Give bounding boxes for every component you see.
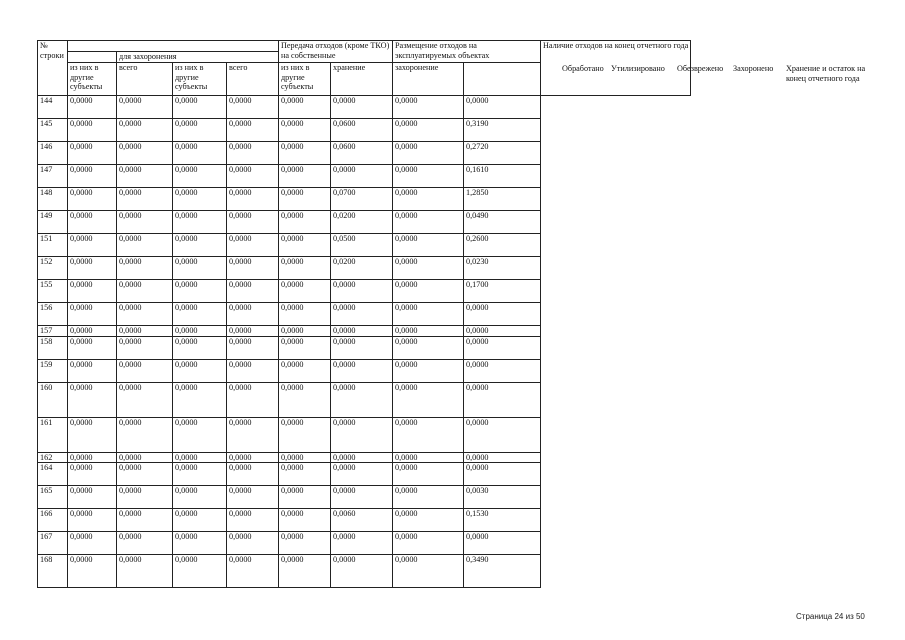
value-cell: 0,0000 (464, 326, 541, 337)
table-row (38, 452, 691, 463)
value-cell: 0,0000 (227, 234, 279, 257)
value-cell: 0,0000 (393, 96, 464, 119)
value-cell: 0,0000 (117, 211, 173, 234)
value-cell: 0,0000 (227, 142, 279, 165)
value-cell: 0,0000 (227, 555, 279, 588)
row-number-cell: 158 (38, 336, 68, 359)
row-number-cell: 164 (38, 463, 68, 486)
value-cell: 0,0000 (68, 257, 117, 280)
value-cell: 0,0000 (227, 463, 279, 486)
value-cell: 0,0000 (68, 326, 117, 337)
value-cell: 0,0000 (68, 142, 117, 165)
value-cell: 0,0000 (227, 326, 279, 337)
value-cell: 0,0000 (173, 509, 227, 532)
value-cell: 0,0000 (393, 142, 464, 165)
value-cell: 0,0000 (331, 417, 393, 452)
neutralized-header: Обезврежено (677, 64, 724, 73)
value-cell: 1,2850 (464, 188, 541, 211)
row-number-cell: 152 (38, 257, 68, 280)
value-cell: 0,0000 (68, 555, 117, 588)
table-row (38, 417, 691, 452)
value-cell: 0,0000 (279, 142, 331, 165)
page-number: Страница 24 из 50 (796, 612, 865, 621)
waste-table (37, 40, 691, 588)
value-cell: 0,0000 (117, 280, 173, 303)
value-cell: 0,0000 (331, 359, 393, 382)
row-number-cell: 168 (38, 555, 68, 588)
value-cell: 0,0000 (279, 382, 331, 417)
for-burial-header: для захоронения (117, 52, 279, 63)
value-cell: 0,0000 (331, 486, 393, 509)
value-cell: 0,0700 (331, 188, 393, 211)
value-cell: 0,0000 (173, 486, 227, 509)
value-cell: 0,0000 (331, 303, 393, 326)
value-cell: 0,1530 (464, 509, 541, 532)
value-cell: 0,0000 (393, 532, 464, 555)
row-number-cell: 161 (38, 417, 68, 452)
value-cell: 0,0000 (68, 382, 117, 417)
row-number-cell: 151 (38, 234, 68, 257)
value-cell: 0,0000 (464, 463, 541, 486)
table-row (38, 326, 691, 337)
row-number-cell: 159 (38, 359, 68, 382)
row-number-cell: 156 (38, 303, 68, 326)
value-cell: 0,0000 (117, 359, 173, 382)
sub-header-of-them-1: из них в другие субъекты (68, 63, 117, 96)
table-row (38, 142, 691, 165)
value-cell: 0,0000 (68, 417, 117, 452)
value-cell: 0,0000 (173, 417, 227, 452)
value-cell: 0,0200 (331, 257, 393, 280)
value-cell: 0,0000 (279, 555, 331, 588)
buried-header: Захоронено (733, 64, 774, 73)
table-row (38, 188, 691, 211)
value-cell: 0,0000 (117, 326, 173, 337)
value-cell: 0,0030 (464, 486, 541, 509)
table-row (38, 509, 691, 532)
value-cell: 0,0000 (393, 509, 464, 532)
value-cell: 0,0000 (393, 119, 464, 142)
value-cell: 0,0000 (279, 486, 331, 509)
value-cell: 0,0000 (393, 382, 464, 417)
value-cell: 0,0000 (117, 555, 173, 588)
row-number-cell: 149 (38, 211, 68, 234)
value-cell: 0,0000 (117, 119, 173, 142)
value-cell: 0,0000 (68, 463, 117, 486)
value-cell: 0,0000 (393, 486, 464, 509)
value-cell: 0,0000 (227, 336, 279, 359)
row-number-cell: 160 (38, 382, 68, 417)
value-cell: 0,1700 (464, 280, 541, 303)
value-cell: 0,0000 (331, 96, 393, 119)
value-cell: 0,0000 (68, 119, 117, 142)
value-cell: 0,0000 (279, 96, 331, 119)
header-blank (68, 41, 279, 52)
value-cell: 0,0000 (279, 359, 331, 382)
value-cell: 0,0230 (464, 257, 541, 280)
value-cell: 0,0000 (464, 303, 541, 326)
value-cell: 0,0000 (331, 326, 393, 337)
value-cell: 0,0000 (173, 211, 227, 234)
value-cell: 0,0000 (464, 96, 541, 119)
value-cell: 0,0000 (117, 463, 173, 486)
value-cell: 0,0000 (393, 359, 464, 382)
value-cell: 0,0000 (117, 165, 173, 188)
value-cell: 0,0000 (173, 188, 227, 211)
value-cell: 0,0000 (227, 96, 279, 119)
value-cell: 0,0000 (117, 532, 173, 555)
row-number-cell: 145 (38, 119, 68, 142)
value-cell: 0,0000 (227, 452, 279, 463)
value-cell: 0,2600 (464, 234, 541, 257)
storage-remainder-header: Хранение и остаток на конец отчетного года (786, 64, 866, 83)
table-row (38, 555, 691, 588)
value-cell: 0,0000 (279, 234, 331, 257)
availability-header: Наличие отходов на конец отчетного года (541, 41, 691, 96)
placement-header: Размещение отходов на эксплуатируемых объектах (393, 41, 541, 63)
value-cell: 0,0000 (173, 165, 227, 188)
table-row (38, 532, 691, 555)
table-row (38, 211, 691, 234)
table-row (38, 119, 691, 142)
value-cell: 0,0000 (117, 303, 173, 326)
row-number-cell: 165 (38, 486, 68, 509)
table-row (38, 463, 691, 486)
row-number-cell: 162 (38, 452, 68, 463)
value-cell: 0,0000 (227, 257, 279, 280)
value-cell: 0,0000 (117, 382, 173, 417)
value-cell: 0,0000 (227, 509, 279, 532)
table-row (38, 234, 691, 257)
value-cell: 0,0000 (279, 257, 331, 280)
transfer-header: Передача отходов (кроме ТКО) на собственные (279, 41, 393, 63)
value-cell: 0,0000 (279, 119, 331, 142)
value-cell: 0,0000 (331, 382, 393, 417)
value-cell: 0,0000 (279, 463, 331, 486)
value-cell: 0,0000 (227, 382, 279, 417)
value-cell: 0,0600 (331, 119, 393, 142)
value-cell: 0,0000 (279, 280, 331, 303)
value-cell: 0,0000 (464, 532, 541, 555)
value-cell: 0,0000 (393, 211, 464, 234)
value-cell: 0,0200 (331, 211, 393, 234)
value-cell: 0,0000 (117, 486, 173, 509)
value-cell: 0,0000 (117, 234, 173, 257)
value-cell: 0,0000 (117, 188, 173, 211)
value-cell: 0,0000 (331, 555, 393, 588)
value-cell: 0,0000 (331, 280, 393, 303)
value-cell: 0,0000 (331, 452, 393, 463)
sub-header-storage: хранение (331, 63, 393, 96)
value-cell: 0,0000 (173, 382, 227, 417)
value-cell: 0,0000 (117, 257, 173, 280)
value-cell: 0,0000 (393, 165, 464, 188)
value-cell: 0,0000 (68, 359, 117, 382)
value-cell: 0,0000 (279, 303, 331, 326)
utilized-header: Утилизировано (611, 64, 665, 73)
value-cell: 0,0000 (68, 532, 117, 555)
value-cell: 0,3190 (464, 119, 541, 142)
table-row (38, 280, 691, 303)
value-cell: 0,0000 (173, 452, 227, 463)
table-row (38, 336, 691, 359)
row-number-cell: 157 (38, 326, 68, 337)
value-cell: 0,0000 (393, 303, 464, 326)
value-cell: 0,0000 (173, 96, 227, 119)
value-cell: 0,0000 (393, 417, 464, 452)
value-cell: 0,0000 (68, 509, 117, 532)
table-row (38, 382, 691, 417)
row-number-cell: 146 (38, 142, 68, 165)
value-cell: 0,0000 (227, 486, 279, 509)
value-cell: 0,0000 (279, 452, 331, 463)
value-cell: 0,0000 (279, 211, 331, 234)
value-cell: 0,0000 (68, 303, 117, 326)
table-row (38, 486, 691, 509)
value-cell: 0,0000 (227, 303, 279, 326)
value-cell: 0,0000 (117, 509, 173, 532)
row-number-cell: 147 (38, 165, 68, 188)
row-number-cell: 155 (38, 280, 68, 303)
value-cell: 0,0000 (279, 188, 331, 211)
value-cell: 0,0000 (227, 532, 279, 555)
value-cell: 0,0000 (173, 326, 227, 337)
row-number-cell: 148 (38, 188, 68, 211)
sub-header-of-them-3: из них в другие субъекты (279, 63, 331, 96)
value-cell: 0,0000 (173, 303, 227, 326)
value-cell: 0,0000 (117, 96, 173, 119)
value-cell: 0,0000 (68, 280, 117, 303)
value-cell: 0,0000 (227, 280, 279, 303)
value-cell: 0,0000 (393, 326, 464, 337)
value-cell: 0,0000 (464, 417, 541, 452)
value-cell: 0,0000 (227, 359, 279, 382)
row-number-cell: 167 (38, 532, 68, 555)
value-cell: 0,3490 (464, 555, 541, 588)
value-cell: 0,0000 (173, 463, 227, 486)
value-cell: 0,0000 (279, 326, 331, 337)
table-row (38, 165, 691, 188)
value-cell: 0,0000 (68, 486, 117, 509)
value-cell: 0,0000 (68, 96, 117, 119)
value-cell: 0,0000 (464, 382, 541, 417)
value-cell: 0,0000 (464, 359, 541, 382)
value-cell: 0,0490 (464, 211, 541, 234)
value-cell: 0,0000 (279, 165, 331, 188)
value-cell: 0,0000 (393, 463, 464, 486)
value-cell: 0,0000 (227, 211, 279, 234)
value-cell: 0,0600 (331, 142, 393, 165)
value-cell: 0,0000 (173, 532, 227, 555)
value-cell: 0,0000 (464, 336, 541, 359)
value-cell: 0,0000 (393, 452, 464, 463)
value-cell: 0,0000 (331, 532, 393, 555)
value-cell: 0,0000 (68, 336, 117, 359)
value-cell: 0,1610 (464, 165, 541, 188)
value-cell: 0,0000 (393, 188, 464, 211)
value-cell: 0,0000 (173, 336, 227, 359)
row-number-cell: 166 (38, 509, 68, 532)
value-cell: 0,0000 (117, 142, 173, 165)
value-cell: 0,0000 (393, 336, 464, 359)
value-cell: 0,0000 (68, 234, 117, 257)
value-cell: 0,0000 (117, 417, 173, 452)
value-cell: 0,0000 (68, 188, 117, 211)
value-cell: 0,0000 (279, 509, 331, 532)
value-cell: 0,0000 (173, 234, 227, 257)
value-cell: 0,0000 (279, 336, 331, 359)
sub-header-total-1: всего (117, 63, 173, 96)
row-number-cell: 144 (38, 96, 68, 119)
table-row (38, 303, 691, 326)
value-cell: 0,0000 (227, 417, 279, 452)
value-cell: 0,0060 (331, 509, 393, 532)
value-cell: 0,0000 (68, 452, 117, 463)
value-cell: 0,0000 (173, 280, 227, 303)
value-cell: 0,0000 (68, 211, 117, 234)
value-cell: 0,0500 (331, 234, 393, 257)
value-cell: 0,0000 (227, 119, 279, 142)
value-cell: 0,0000 (331, 336, 393, 359)
value-cell: 0,0000 (173, 257, 227, 280)
value-cell: 0,0000 (279, 417, 331, 452)
value-cell: 0,0000 (464, 452, 541, 463)
value-cell: 0,0000 (227, 188, 279, 211)
value-cell: 0,0000 (117, 336, 173, 359)
value-cell: 0,0000 (68, 165, 117, 188)
value-cell: 0,0000 (331, 165, 393, 188)
value-cell: 0,0000 (393, 555, 464, 588)
row-number-header: № строки (38, 41, 68, 96)
header-empty-cell (68, 52, 117, 63)
value-cell: 0,0000 (173, 142, 227, 165)
value-cell: 0,0000 (173, 359, 227, 382)
value-cell: 0,0000 (173, 119, 227, 142)
table-row (38, 257, 691, 280)
table-row (38, 96, 691, 119)
value-cell: 0,0000 (331, 463, 393, 486)
value-cell: 0,0000 (393, 280, 464, 303)
sub-header-of-them-2: из них в другие субъекты (173, 63, 227, 96)
value-cell: 0,0000 (173, 555, 227, 588)
sub-header-total-2: всего (227, 63, 279, 96)
value-cell: 0,0000 (279, 532, 331, 555)
value-cell: 0,0000 (393, 234, 464, 257)
value-cell: 0,0000 (227, 165, 279, 188)
value-cell: 0,0000 (393, 257, 464, 280)
sub-header-burial: захоронение (393, 63, 464, 96)
value-cell: 0,2720 (464, 142, 541, 165)
value-cell: 0,0000 (117, 452, 173, 463)
processed-header: Обработано (562, 64, 604, 73)
table-row (38, 359, 691, 382)
